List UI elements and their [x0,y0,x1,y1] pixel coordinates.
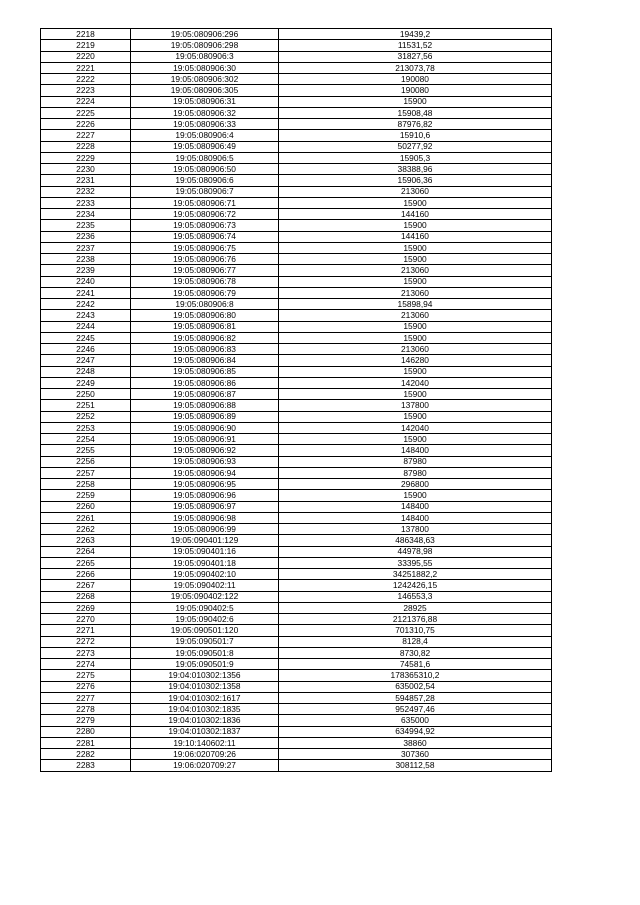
cadastral-number-cell: 19:05:080906:33 [131,119,279,130]
table-row [41,265,552,276]
value-cell: 34251882,2 [279,569,552,580]
cadastral-number-cell: 19:05:090401:16 [131,546,279,557]
value-cell: 15900 [279,321,552,332]
row-number-cell: 2279 [41,715,131,726]
value-cell: 15900 [279,220,552,231]
value-cell: 178365310,2 [279,670,552,681]
cadastral-number-cell: 19:05:080906:32 [131,107,279,118]
table-row [41,220,552,231]
row-number-cell: 2270 [41,614,131,625]
value-cell: 33395,55 [279,557,552,568]
table-row [41,760,552,771]
cadastral-number-cell: 19:05:090402:122 [131,591,279,602]
value-cell: 594857,28 [279,692,552,703]
cadastral-number-cell: 19:05:090401:18 [131,557,279,568]
table-row [41,389,552,400]
value-cell: 38388,96 [279,164,552,175]
cadastral-number-cell: 19:05:080906:96 [131,490,279,501]
cadastral-number-cell: 19:05:080906:8 [131,299,279,310]
value-cell: 15900 [279,332,552,343]
cadastral-number-cell: 19:05:080906:86 [131,377,279,388]
document-page [40,28,551,772]
cadastral-number-cell: 19:05:080906:81 [131,321,279,332]
value-cell: 142040 [279,422,552,433]
table-row [41,332,552,343]
value-cell: 146280 [279,355,552,366]
value-cell: 144160 [279,209,552,220]
value-cell: 635000 [279,715,552,726]
table-row [41,355,552,366]
value-cell: 213060 [279,287,552,298]
cadastral-number-cell: 19:05:080906:50 [131,164,279,175]
value-cell: 2121376,88 [279,614,552,625]
table-row [41,681,552,692]
row-number-cell: 2220 [41,51,131,62]
row-number-cell: 2228 [41,141,131,152]
cadastral-number-cell: 19:05:080906:85 [131,366,279,377]
value-cell: 296800 [279,479,552,490]
cadastral-number-cell: 19:04:010302:1356 [131,670,279,681]
row-number-cell: 2250 [41,389,131,400]
value-cell: 213073,78 [279,62,552,73]
row-number-cell: 2222 [41,74,131,85]
row-number-cell: 2223 [41,85,131,96]
row-number-cell: 2280 [41,726,131,737]
cadastral-number-cell: 19:05:080906:30 [131,62,279,73]
cadastral-number-cell: 19:05:080906:88 [131,400,279,411]
value-cell: 307360 [279,749,552,760]
row-number-cell: 2224 [41,96,131,107]
table-row [41,119,552,130]
table-row [41,456,552,467]
value-cell: 15906,36 [279,175,552,186]
row-number-cell: 2267 [41,580,131,591]
table-row [41,490,552,501]
cadastral-number-cell: 19:05:080906:92 [131,445,279,456]
cadastral-number-cell: 19:05:080906:3 [131,51,279,62]
row-number-cell: 2271 [41,625,131,636]
cadastral-number-cell: 19:05:090501:9 [131,659,279,670]
row-number-cell: 2275 [41,670,131,681]
table-row [41,51,552,62]
cadastral-number-cell: 19:05:090401:129 [131,535,279,546]
value-cell: 142040 [279,377,552,388]
cadastral-number-cell: 19:05:080906:302 [131,74,279,85]
row-number-cell: 2277 [41,692,131,703]
table-row [41,321,552,332]
value-cell: 308112,58 [279,760,552,771]
value-cell: 146553,3 [279,591,552,602]
table-row [41,175,552,186]
table-row [41,197,552,208]
row-number-cell: 2236 [41,231,131,242]
value-cell: 15900 [279,276,552,287]
cadastral-number-cell: 19:05:080906:298 [131,40,279,51]
cadastral-number-cell: 19:05:090402:6 [131,614,279,625]
value-cell: 15900 [279,254,552,265]
table-row [41,569,552,580]
row-number-cell: 2273 [41,647,131,658]
value-cell: 15900 [279,96,552,107]
cadastral-number-cell: 19:05:080906:296 [131,29,279,40]
row-number-cell: 2265 [41,557,131,568]
value-cell: 15900 [279,242,552,253]
row-number-cell: 2241 [41,287,131,298]
table-row [41,704,552,715]
value-cell: 15900 [279,197,552,208]
table-row [41,209,552,220]
value-cell: 38860 [279,737,552,748]
value-cell: 15898,94 [279,299,552,310]
row-number-cell: 2233 [41,197,131,208]
cadastral-number-cell: 19:05:080906:74 [131,231,279,242]
row-number-cell: 2225 [41,107,131,118]
row-number-cell: 2227 [41,130,131,141]
cadastral-number-cell: 19:05:090402:10 [131,569,279,580]
row-number-cell: 2234 [41,209,131,220]
cadastral-number-cell: 19:05:080906:75 [131,242,279,253]
table-row [41,512,552,523]
cadastral-number-cell: 19:05:080906:31 [131,96,279,107]
value-cell: 701310,75 [279,625,552,636]
value-cell: 44978,98 [279,546,552,557]
cadastral-number-cell: 19:05:090402:11 [131,580,279,591]
table-row [41,276,552,287]
row-number-cell: 2283 [41,760,131,771]
table-row [41,107,552,118]
table-row [41,422,552,433]
table-row [41,62,552,73]
row-number-cell: 2269 [41,602,131,613]
table-row [41,749,552,760]
table-row [41,501,552,512]
value-cell: 11531,52 [279,40,552,51]
cadastral-number-cell: 19:05:080906:79 [131,287,279,298]
value-cell: 15910,6 [279,130,552,141]
row-number-cell: 2238 [41,254,131,265]
row-number-cell: 2245 [41,332,131,343]
cadastral-number-cell: 19:10:140602:11 [131,737,279,748]
row-number-cell: 2247 [41,355,131,366]
table-row [41,310,552,321]
table-row [41,524,552,535]
value-cell: 87976,82 [279,119,552,130]
cadastral-number-cell: 19:05:090501:7 [131,636,279,647]
value-cell: 28925 [279,602,552,613]
value-cell: 15900 [279,389,552,400]
table-row [41,546,552,557]
value-cell: 8128,4 [279,636,552,647]
row-number-cell: 2239 [41,265,131,276]
table-row [41,445,552,456]
value-cell: 137800 [279,400,552,411]
cadastral-number-cell: 19:06:020709:27 [131,760,279,771]
value-cell: 634994,92 [279,726,552,737]
cadastral-number-cell: 19:05:080906:49 [131,141,279,152]
cadastral-number-cell: 19:05:080906:78 [131,276,279,287]
cadastral-number-cell: 19:05:090402:5 [131,602,279,613]
table-body [41,29,552,772]
value-cell: 635002,54 [279,681,552,692]
cadastral-number-cell: 19:05:080906:305 [131,85,279,96]
value-cell: 15905,3 [279,152,552,163]
row-number-cell: 2276 [41,681,131,692]
table-row [41,186,552,197]
table-row [41,96,552,107]
cadastral-number-cell: 19:04:010302:1358 [131,681,279,692]
cadastral-number-cell: 19:05:080906:6 [131,175,279,186]
cadastral-number-cell: 19:05:090501:120 [131,625,279,636]
cadastral-number-cell: 19:05:080906:93 [131,456,279,467]
row-number-cell: 2235 [41,220,131,231]
value-cell: 148400 [279,501,552,512]
value-cell: 15900 [279,490,552,501]
value-cell: 15900 [279,411,552,422]
table-row [41,670,552,681]
table-row [41,141,552,152]
cadastral-number-cell: 19:05:080906:4 [131,130,279,141]
value-cell: 74581,6 [279,659,552,670]
cadastral-number-cell: 19:04:010302:1837 [131,726,279,737]
value-cell: 952497,46 [279,704,552,715]
table-row [41,591,552,602]
table-row [41,557,552,568]
row-number-cell: 2262 [41,524,131,535]
value-cell: 1242426,15 [279,580,552,591]
row-number-cell: 2237 [41,242,131,253]
row-number-cell: 2278 [41,704,131,715]
table-row [41,152,552,163]
row-number-cell: 2226 [41,119,131,130]
value-cell: 87980 [279,467,552,478]
cadastral-number-cell: 19:05:080906:98 [131,512,279,523]
table-row [41,580,552,591]
row-number-cell: 2221 [41,62,131,73]
value-cell: 137800 [279,524,552,535]
table-row [41,602,552,613]
cadastral-number-cell: 19:05:080906:72 [131,209,279,220]
value-cell: 50277,92 [279,141,552,152]
cadastral-number-cell: 19:05:080906:77 [131,265,279,276]
table-row [41,29,552,40]
cadastral-number-cell: 19:05:080906:76 [131,254,279,265]
row-number-cell: 2229 [41,152,131,163]
table-row [41,242,552,253]
table-row [41,467,552,478]
value-cell: 190080 [279,74,552,85]
row-number-cell: 2274 [41,659,131,670]
table-row [41,479,552,490]
value-cell: 87980 [279,456,552,467]
row-number-cell: 2230 [41,164,131,175]
table-row [41,614,552,625]
table-row [41,130,552,141]
cadastral-number-cell: 19:05:080906:83 [131,344,279,355]
row-number-cell: 2252 [41,411,131,422]
value-cell: 8730,82 [279,647,552,658]
table-row [41,231,552,242]
cadastral-number-cell: 19:05:080906:73 [131,220,279,231]
value-cell: 213060 [279,265,552,276]
row-number-cell: 2261 [41,512,131,523]
cadastral-number-cell: 19:05:080906:82 [131,332,279,343]
value-cell: 213060 [279,310,552,321]
table-row [41,299,552,310]
value-cell: 148400 [279,445,552,456]
cadastral-number-cell: 19:05:080906:71 [131,197,279,208]
row-number-cell: 2258 [41,479,131,490]
row-number-cell: 2246 [41,344,131,355]
cadastral-number-cell: 19:05:080906:5 [131,152,279,163]
row-number-cell: 2259 [41,490,131,501]
cadastral-number-cell: 19:04:010302:1617 [131,692,279,703]
row-number-cell: 2232 [41,186,131,197]
table-row [41,726,552,737]
value-cell: 31827,56 [279,51,552,62]
row-number-cell: 2266 [41,569,131,580]
row-number-cell: 2218 [41,29,131,40]
table-row [41,254,552,265]
cadastral-number-cell: 19:05:080906:87 [131,389,279,400]
row-number-cell: 2248 [41,366,131,377]
value-cell: 213060 [279,344,552,355]
row-number-cell: 2255 [41,445,131,456]
row-number-cell: 2263 [41,535,131,546]
cadastral-number-cell: 19:05:080906:90 [131,422,279,433]
table-row [41,636,552,647]
table-row [41,625,552,636]
row-number-cell: 2281 [41,737,131,748]
cadastral-number-cell: 19:05:080906:7 [131,186,279,197]
table-row [41,411,552,422]
row-number-cell: 2256 [41,456,131,467]
cadastral-number-cell: 19:04:010302:1836 [131,715,279,726]
table-row [41,287,552,298]
cadastral-number-cell: 19:05:080906:80 [131,310,279,321]
cadastral-number-cell: 19:05:080906:95 [131,479,279,490]
cadastral-number-cell: 19:05:080906:99 [131,524,279,535]
table-row [41,434,552,445]
table-row [41,344,552,355]
table-row [41,535,552,546]
value-cell: 213060 [279,186,552,197]
cadastral-number-cell: 19:05:080906:84 [131,355,279,366]
row-number-cell: 2219 [41,40,131,51]
cadastral-number-cell: 19:05:080906:89 [131,411,279,422]
value-cell: 15908,48 [279,107,552,118]
row-number-cell: 2231 [41,175,131,186]
cadastral-number-cell: 19:05:080906:97 [131,501,279,512]
table-row [41,377,552,388]
cadastral-number-cell: 19:05:090501:8 [131,647,279,658]
table-row [41,715,552,726]
value-cell: 148400 [279,512,552,523]
row-number-cell: 2264 [41,546,131,557]
table-row [41,164,552,175]
row-number-cell: 2254 [41,434,131,445]
row-number-cell: 2272 [41,636,131,647]
table-row [41,647,552,658]
row-number-cell: 2240 [41,276,131,287]
value-cell: 15900 [279,434,552,445]
row-number-cell: 2282 [41,749,131,760]
cadastral-number-cell: 19:05:080906:91 [131,434,279,445]
row-number-cell: 2242 [41,299,131,310]
value-cell: 190080 [279,85,552,96]
value-cell: 15900 [279,366,552,377]
cadastral-number-cell: 19:04:010302:1835 [131,704,279,715]
table-row [41,74,552,85]
table-row [41,737,552,748]
row-number-cell: 2251 [41,400,131,411]
row-number-cell: 2268 [41,591,131,602]
data-table [40,28,552,772]
row-number-cell: 2260 [41,501,131,512]
value-cell: 486348,63 [279,535,552,546]
cadastral-number-cell: 19:06:020709:26 [131,749,279,760]
row-number-cell: 2243 [41,310,131,321]
value-cell: 144160 [279,231,552,242]
row-number-cell: 2257 [41,467,131,478]
table-row [41,692,552,703]
row-number-cell: 2253 [41,422,131,433]
table-row [41,400,552,411]
value-cell: 19439,2 [279,29,552,40]
table-row [41,366,552,377]
row-number-cell: 2249 [41,377,131,388]
table-row [41,40,552,51]
row-number-cell: 2244 [41,321,131,332]
table-row [41,659,552,670]
table-row [41,85,552,96]
cadastral-number-cell: 19:05:080906:94 [131,467,279,478]
